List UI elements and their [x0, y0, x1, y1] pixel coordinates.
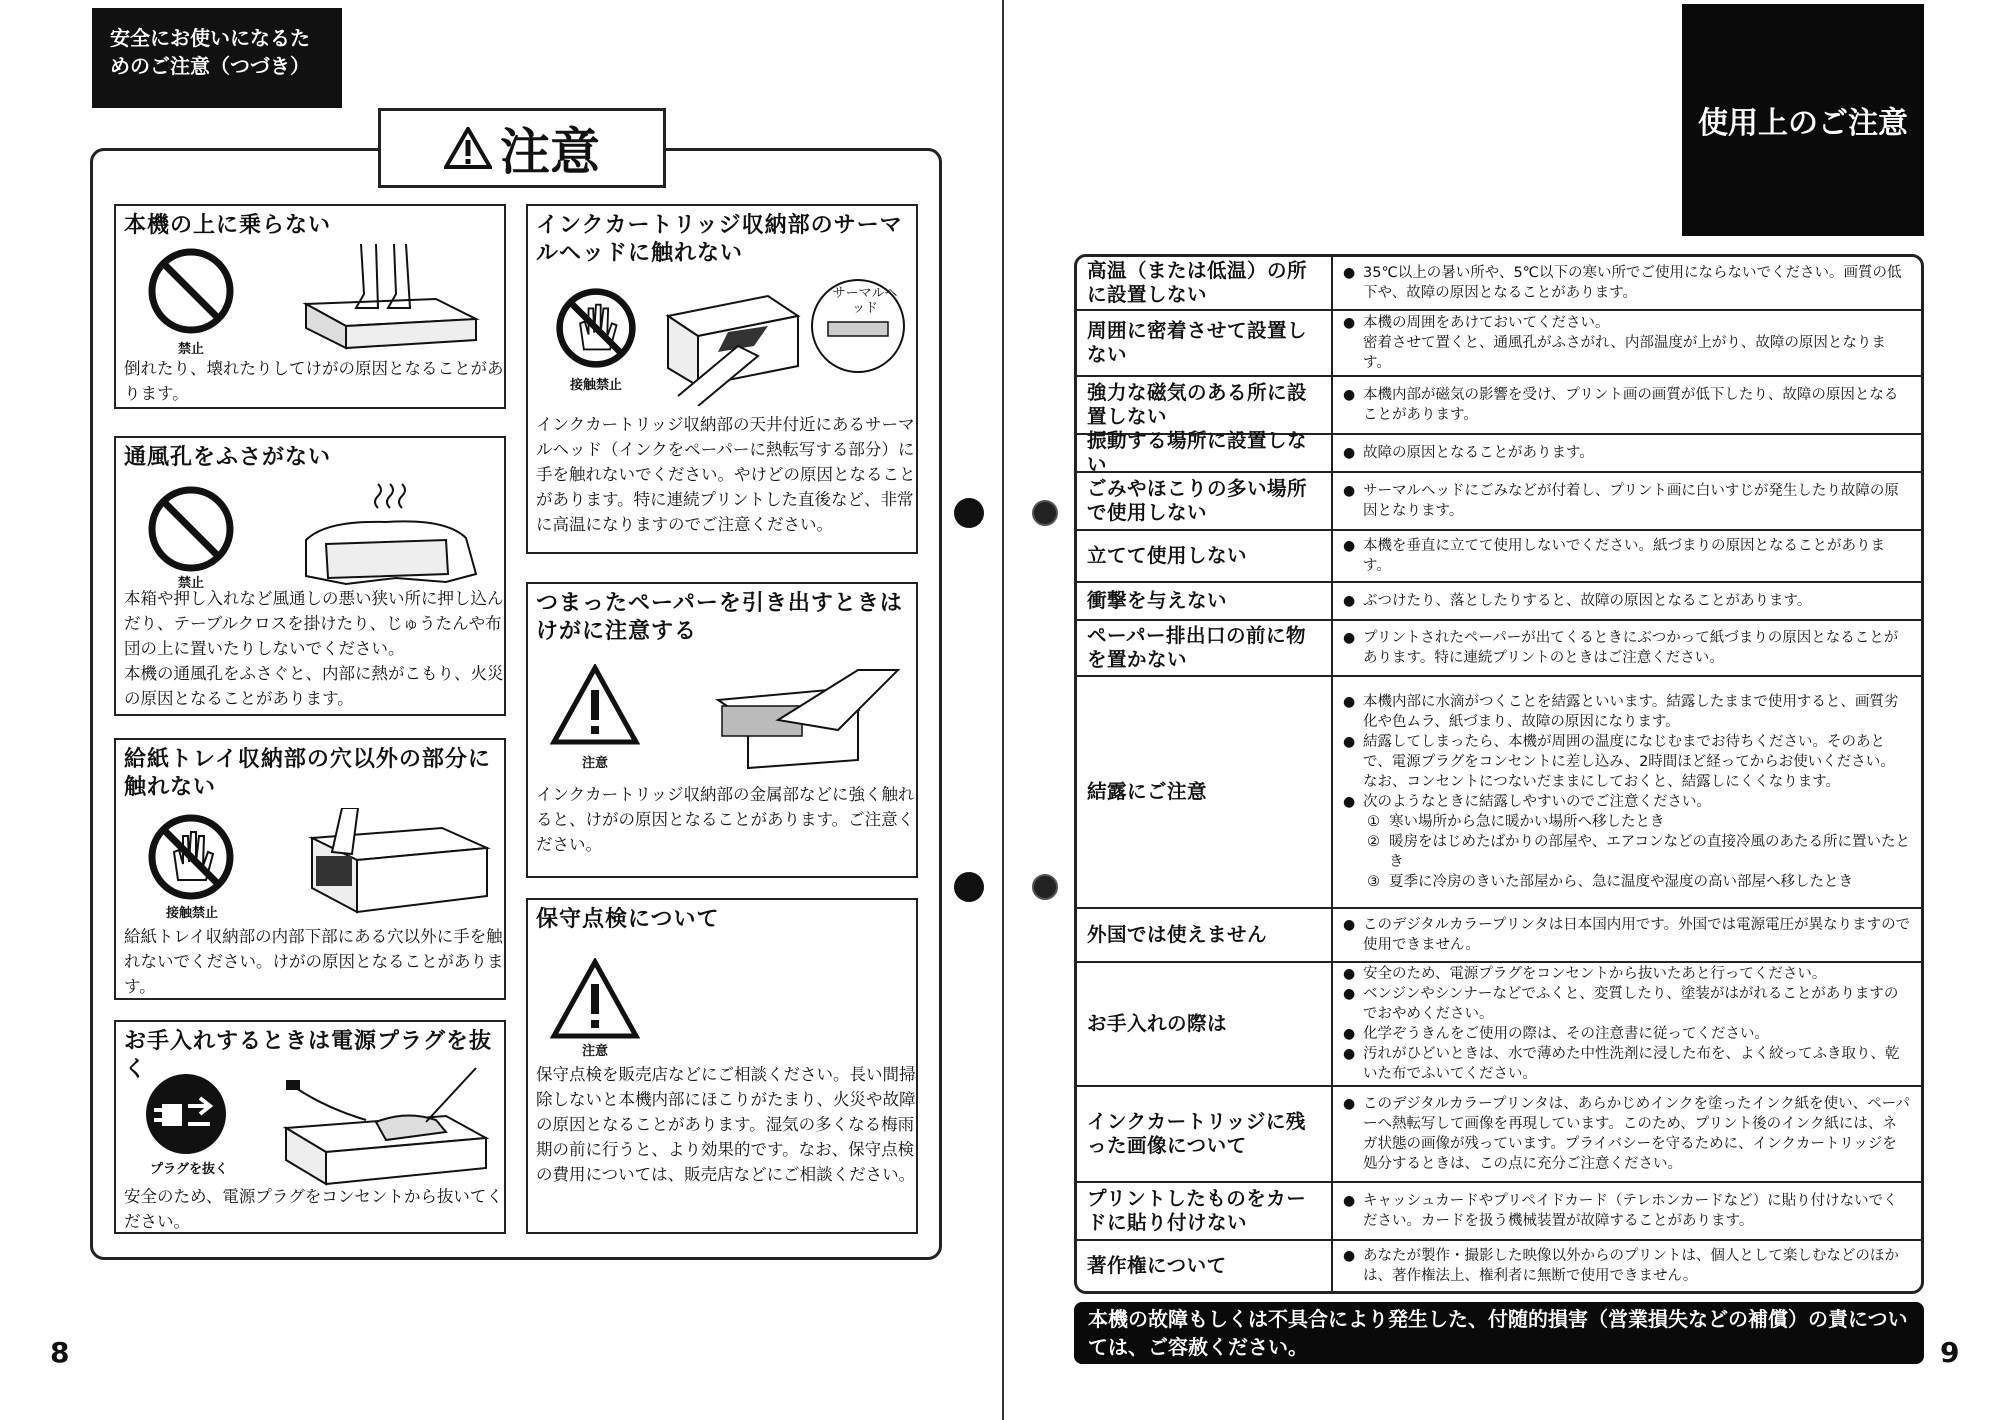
box-text: 保守点検を販売店などにご相談ください。長い間掃除しないと本機内部にほこりがたまり、火災や故障の原因となることがあります。湿気の多くなる梅雨期の前に行うと、より効果的です。なお、保守点検の費用については、販売店などにご相談ください。	[536, 1065, 916, 1184]
table-row	[1077, 1183, 1921, 1241]
item-text: 暖房をはじめたばかりの部屋や、エアコンなどの直接冷風のあたる所に置いたとき	[1389, 834, 1910, 870]
row-heading: インクカートリッジに残った画像について	[1077, 1087, 1333, 1181]
item-text: 夏季に冷房のきいた部屋から、急に温度や湿度の高い部屋へ移したとき	[1389, 874, 1853, 890]
bullet-text: 本機内部に水滴がつくことを結露といいます。結露したままで使用すると、画質劣化や色ムラ、紙づまり、故障の原因になります。	[1363, 694, 1899, 730]
caution-box-vents	[114, 436, 506, 716]
paper-tray-illustration	[302, 808, 492, 918]
unplug-icon	[144, 1072, 228, 1156]
bullet-text: 本機内部が磁気の影響を受け、プリント画の画質が低下したり、故障の原因となることがあります。	[1363, 387, 1899, 423]
no-touch-icon	[146, 812, 236, 902]
bullet-text: 安全のため、電源プラグをコンセントから抜いたあと行ってください。	[1363, 966, 1827, 982]
section-tab-right-text: 使用上のご注意	[1698, 106, 1908, 141]
table-row	[1077, 677, 1921, 909]
unplug-label: プラグを抜く	[149, 1162, 228, 1177]
row-body	[1333, 677, 1921, 907]
disclaimer-text: 本機の故障もしくは不具合により発生した、付随的損害（営業損失などの補償）の責については、ご容赦ください。	[1088, 1307, 1908, 1359]
row-heading: 衝撃を与えない	[1077, 583, 1333, 619]
caution-box-paper-jam	[526, 582, 918, 878]
box-text: インクカートリッジ収納部の金属部などに強く触れると、けがの原因となることがあります。ご注意ください。	[536, 785, 915, 854]
box-heading: 通風孔をふさがない	[124, 445, 332, 470]
row-heading: 強力な磁気のある所に設置しない	[1077, 377, 1333, 433]
bullet-icon: ●	[1343, 986, 1356, 1002]
bullet-text: 35℃以上の暑い所や、5℃以下の寒い所でご使用にならないでください。画質の低下や、故障の原因となることがあります。	[1363, 265, 1902, 301]
row-heading: 著作権について	[1077, 1241, 1333, 1291]
row-heading: プリントしたものをカードに貼り付けない	[1077, 1183, 1333, 1239]
bullet-icon: ●	[1343, 483, 1356, 499]
warning-triangle-icon	[444, 127, 492, 169]
bullet-icon: ●	[1343, 1026, 1356, 1042]
row-body	[1333, 963, 1921, 1085]
caution-label: 注意	[581, 1044, 608, 1059]
row-heading: お手入れの際は	[1077, 963, 1333, 1085]
bullet-icon: ●	[1343, 1096, 1356, 1112]
bullet-text: このデジタルカラープリンタは、あらかじめインクを塗ったインク紙を使い、ペーパーへ熱転写して画像を再現しています。このため、プリント後のインク紙には、ネガ状態の画像が残っています。プライバシーを守るために、インクカートリッジを処分するときは、この点に充分ご注意ください。	[1363, 1096, 1910, 1172]
binding-hole	[1032, 874, 1058, 900]
row-heading: 立てて使用しない	[1077, 531, 1333, 581]
bullet-text: 次のようなときに結露しやすいのでご注意ください。	[1363, 794, 1711, 810]
section-tab-left-text: 安全にお使いになるためのご注意（つづき）	[110, 26, 310, 78]
bullet-icon: ●	[1343, 694, 1356, 710]
bullet-text: 本機を垂直に立てて使用しないでください。紙づまりの原因となることがあります。	[1363, 538, 1885, 574]
page-number-right: 9	[1940, 1336, 1960, 1369]
table-row	[1077, 257, 1921, 311]
row-heading: 周囲に密着させて設置しない	[1077, 311, 1333, 375]
item-number: ①	[1367, 814, 1380, 830]
printer-standing-illustration	[286, 244, 486, 354]
box-text: インクカートリッジ収納部の天井付近にあるサーマルヘッド（インクをペーパーに熱転写する部分）に手を触れないでください。やけどの原因となることがあります。特に連続プリントした直後など、非常に高温になりますのでご注意ください。	[536, 415, 916, 534]
numbered-item	[1343, 812, 1911, 832]
usage-notes-table	[1074, 254, 1924, 1294]
table-row	[1077, 583, 1921, 621]
bullet-icon: ●	[1343, 1046, 1356, 1062]
bullet-text: キャッシュカードやプリペイドカード（テレホンカードなど）に貼り付けないでください。カードを扱う機械装置が故障することがあります。	[1363, 1193, 1898, 1229]
table-row	[1077, 1241, 1921, 1291]
box-heading: 給紙トレイ収納部の穴以外の部分に触れない	[124, 747, 491, 800]
no-touch-icon	[554, 286, 638, 370]
table-row	[1077, 377, 1921, 435]
binding-hole	[954, 872, 984, 902]
item-number: ③	[1367, 874, 1380, 890]
box-text: 倒れたり、壊れたりしてけがの原因となることがあります。	[124, 359, 504, 403]
bullet-text: ぶつけたり、落としたりすると、故障の原因となることがあります。	[1363, 593, 1812, 609]
caution-label: 注意	[581, 756, 608, 771]
page-number-left: 8	[50, 1336, 70, 1369]
table-row	[1077, 311, 1921, 377]
numbered-item	[1343, 872, 1911, 892]
bullet-icon: ●	[1343, 387, 1356, 403]
row-body	[1333, 473, 1921, 529]
bullet-text: あなたが製作・撮影した映像以外からのプリントは、個人として楽しむなどのほかは、著作権法上、権利者に無断で使用できません。	[1363, 1248, 1899, 1284]
box-text: 本箱や押し入れなど風通しの悪い狭い所に押し込んだり、テーブルクロスを掛けたり、じゅうたんや布団の上に置いたりしないでください。 本機の通風孔をふさぐと、内部に熱がこもり、火災の原因となることがあります。	[124, 589, 504, 708]
row-heading: 高温（または低温）の所に設置しない	[1077, 257, 1333, 309]
bullet-text: プリントされたペーパーが出てくるときにぶつかって紙づまりの原因となることがあります。特に連続プリントのときはご注意ください。	[1363, 630, 1899, 666]
prohibited-icon	[146, 484, 236, 574]
section-tab-right	[1682, 4, 1924, 236]
bullet-icon: ●	[1343, 593, 1356, 609]
row-heading: 結露にご注意	[1077, 677, 1333, 907]
bullet-icon: ●	[1343, 630, 1356, 646]
table-row	[1077, 473, 1921, 531]
bullet-icon: ●	[1343, 917, 1356, 933]
row-body	[1333, 531, 1921, 581]
binding-hole	[954, 498, 984, 528]
no-touch-label: 接触禁止	[165, 906, 218, 921]
row-body	[1333, 1183, 1921, 1239]
bullet-text: このデジタルカラープリンタは日本国内用です。外国では電源電圧が異なりますので使用できません。	[1363, 917, 1911, 953]
caution-box-thermal-head	[526, 204, 918, 554]
bullet-text: 故障の原因となることがあります。	[1363, 445, 1594, 461]
caution-box-paper-tray	[114, 738, 506, 1000]
table-row	[1077, 909, 1921, 963]
covered-printer-illustration	[286, 478, 486, 588]
row-body	[1333, 311, 1921, 375]
prohibited-label: 禁止	[177, 342, 204, 357]
bullet-icon: ●	[1343, 315, 1356, 331]
box-heading: つまったペーパーを引き出すときはけがに注意する	[536, 591, 903, 644]
box-heading: 本機の上に乗らない	[124, 213, 332, 238]
bullet-icon: ●	[1343, 538, 1356, 554]
row-body	[1333, 1241, 1921, 1291]
cleaning-illustration	[276, 1058, 496, 1188]
paper-jam-illustration	[708, 660, 908, 770]
row-heading: 振動する場所に設置しない	[1077, 435, 1333, 471]
item-text: 寒い場所から急に暖かい場所へ移したとき	[1389, 814, 1665, 830]
box-heading: 保守点検について	[536, 907, 720, 932]
thermal-head-callout: サーマルヘッド	[832, 286, 898, 316]
bullet-text: 汚れがひどいときは、水で薄めた中性洗剤に浸した布を、よく絞ってふき取り、乾いた布でふいてください。	[1363, 1046, 1900, 1082]
row-heading: 外国では使えません	[1077, 909, 1333, 961]
bullet-text: 本機の周囲をあけておいてください。 密着させて置くと、通風孔がふさがれ、内部温度が上がり、故障の原因となります。	[1363, 315, 1886, 371]
bullet-icon: ●	[1343, 445, 1356, 461]
bullet-icon: ●	[1343, 966, 1356, 982]
box-text: 給紙トレイ収納部の内部下部にある穴以外に手を触れないでください。けがの原因となることがあります。	[124, 927, 504, 996]
box-heading: お手入れするときは電源プラグを抜く	[124, 1029, 493, 1082]
disclaimer-bar	[1074, 1302, 1924, 1364]
no-touch-label: 接触禁止	[569, 378, 622, 393]
warning-triangle-icon	[550, 664, 640, 746]
bullet-text: サーマルヘッドにごみなどが付着し、プリント画に白いすじが発生したり故障の原因となります。	[1363, 483, 1899, 519]
box-heading: インクカートリッジ収納部のサーマルヘッドに触れない	[536, 213, 903, 266]
box-text: 安全のため、電源プラグをコンセントから抜いてください。	[124, 1187, 503, 1231]
bullet-icon: ●	[1343, 1248, 1356, 1264]
row-heading: ごみやほこりの多い場所で使用しない	[1077, 473, 1333, 529]
row-body	[1333, 1087, 1921, 1181]
bullet-text: 化学ぞうきんをご使用の際は、その注意書に従ってください。	[1363, 1026, 1769, 1042]
caution-box-maintenance	[526, 898, 918, 1234]
caution-box-no-standing	[114, 204, 506, 409]
row-body	[1333, 621, 1921, 675]
bullet-text: ベンジンやシンナーなどでふくと、変質したり、塗装がはがれることがありますのでおやめください。	[1363, 986, 1899, 1022]
prohibited-label: 禁止	[177, 576, 204, 591]
caution-title	[378, 108, 666, 188]
bullet-icon: ●	[1343, 794, 1356, 810]
table-row	[1077, 1087, 1921, 1183]
row-body	[1333, 377, 1921, 433]
caution-box-unplug	[114, 1020, 506, 1234]
bullet-text: 結露してしまったら、本機が周囲の温度になじむまでお待ちください。そのあとで、電源プラグをコンセントに差し込み、2時間ほど経ってからお使いください。 なお、コンセントにつないだままにしておくと、結露しにくくなります。	[1363, 734, 1895, 790]
section-tab-left	[92, 8, 342, 108]
row-heading: ペーパー排出口の前に物を置かない	[1077, 621, 1333, 675]
row-body	[1333, 909, 1921, 961]
bullet-icon: ●	[1343, 1193, 1356, 1209]
prohibited-icon	[146, 246, 236, 336]
page-fold	[1002, 0, 1004, 1420]
row-body	[1333, 257, 1921, 309]
table-row	[1077, 621, 1921, 677]
row-body	[1333, 583, 1921, 619]
bullet-icon: ●	[1343, 265, 1356, 281]
item-number: ②	[1367, 834, 1380, 850]
table-row	[1077, 531, 1921, 583]
numbered-item	[1343, 832, 1911, 872]
caution-title-text: 注意	[500, 123, 600, 181]
table-row	[1077, 963, 1921, 1087]
bullet-icon: ●	[1343, 734, 1356, 750]
row-body	[1333, 435, 1921, 471]
warning-triangle-icon	[550, 958, 640, 1040]
binding-hole	[1032, 500, 1058, 526]
table-row	[1077, 429, 1921, 476]
